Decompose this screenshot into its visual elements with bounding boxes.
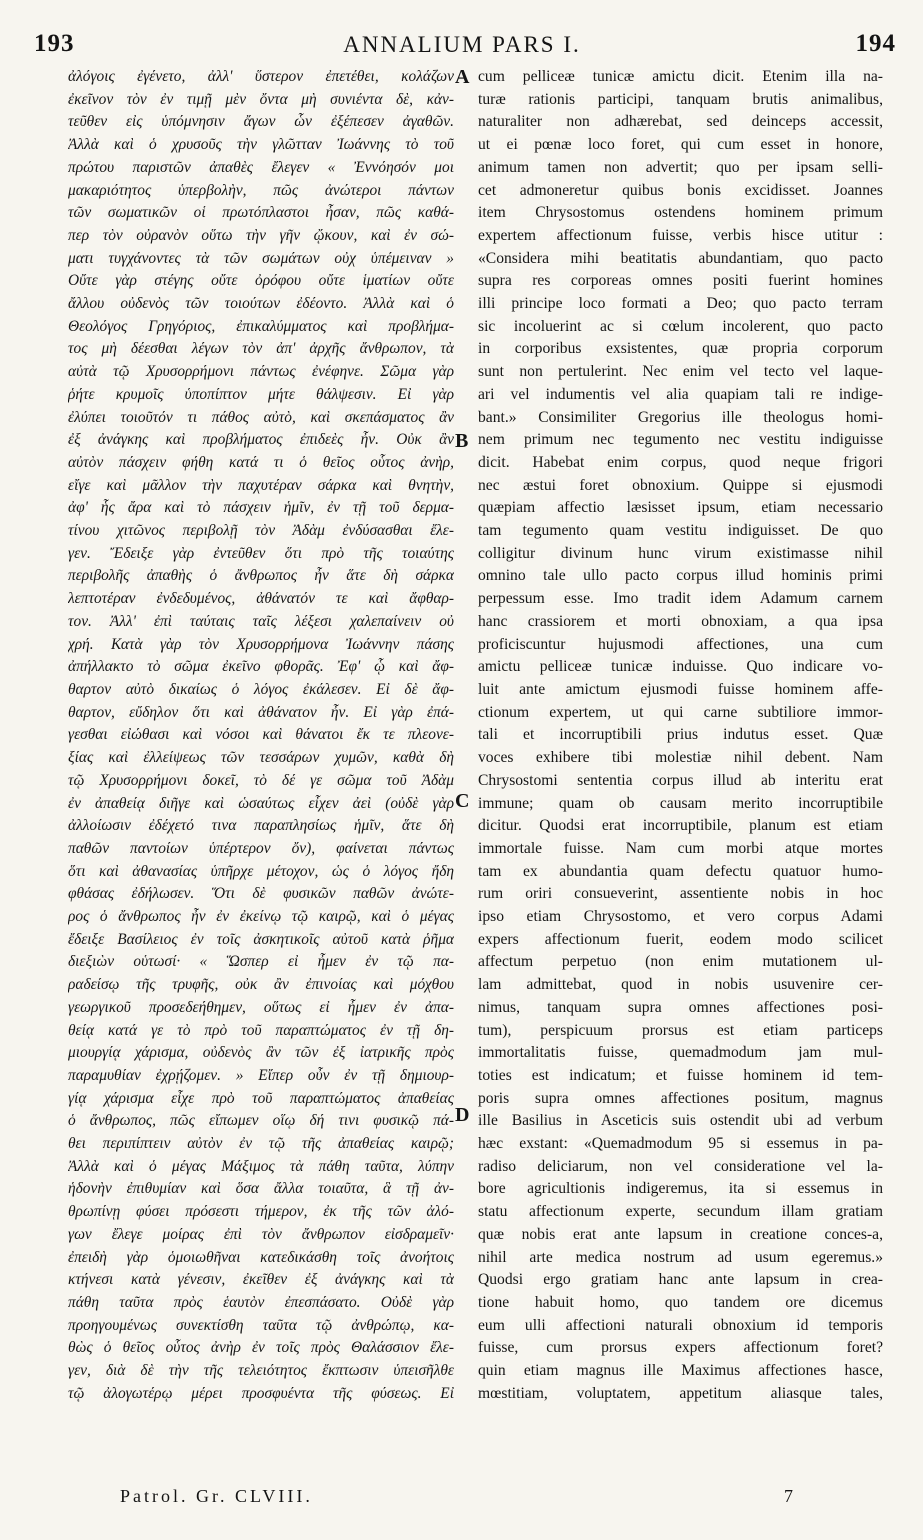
- footer-signature-number: 7: [784, 1486, 793, 1506]
- latin-text-line: «Considera mihi beatitatis abundantiam, quo pacto: [478, 249, 883, 267]
- latin-text-line: colligitur divinum hunc virum existimasse nihil: [478, 544, 883, 562]
- latin-text-line: amictu pelliceæ tunicæ induisse. Quo indicare vo-: [478, 658, 883, 676]
- latin-text-line: Chrysostomi sententia corpus illud ab interitu erat: [478, 771, 883, 789]
- greek-text-line: ἀλόγοις ἐγένετο, ἀλλ' ὕστερον ἐπετέθει, κολάζων: [68, 68, 454, 85]
- page-number-left: 193: [34, 30, 75, 57]
- latin-text-line: tum), perspicuum prorsus est etiam particeps: [478, 1021, 883, 1039]
- margin-marker-c: C: [455, 790, 470, 812]
- greek-text-line: θὼς ὁ θεῖος οὗτος ἀνὴρ ἐν τοῖς πρὸς Θαλάσσιον ἔλε-: [68, 1339, 454, 1357]
- greek-text-line: τίνου χιτῶνος περιβολῇ τὸν Ἀδὰμ ἐνδύσασθαι ἔλε-: [68, 522, 454, 540]
- latin-text-line: cum pelliceæ tunicæ amictu dicit. Etenim illa na-: [478, 68, 883, 85]
- latin-text-line: quin etiam magnus ille Maximus affectiones hasce,: [478, 1362, 883, 1380]
- greek-text-line: ἄλλου οὐδενὸς τῶν τοιούτων ἐδέοντο. Ἀλλὰ καὶ ὁ: [68, 295, 454, 313]
- greek-text-line: ἀλλοίωσιν ἐδέχετό τινα παραπλησίως ἡμῖν, ἅτε δὴ: [68, 817, 454, 835]
- greek-text-line: ἐλύπει τοιοῦτόν τι πάθος αὐτὸ, καὶ σκεπάσματος ἂν: [68, 408, 454, 426]
- greek-text-line: πάθη ταῦτα πρὸς ἑαυτὸν ἐπεσπάσατο. Οὐδὲ γὰρ: [68, 1293, 454, 1311]
- latin-text-line: immortale fuisse. Nam cum morbi atque mortes: [478, 839, 883, 857]
- greek-text-line: αὐτὰ τῷ Χρυσορρήμονι πάντως ἐνέφηνε. Σῶμα γὰρ: [68, 363, 454, 381]
- latin-text-line: expertem affectionum fuisse, verbis hisce utitur :: [478, 226, 883, 244]
- greek-text-line: ρος ὁ ἄνθρωπος ἦν ἐν ἐκείνῳ τῷ καιρῷ, καὶ ὁ μέγας: [68, 908, 454, 926]
- latin-text-line: omnino tale ullo pacto corpus illud hominis primi: [478, 567, 883, 585]
- latin-text-line: radiso deliciarum, non vel consideratione vel la-: [478, 1157, 883, 1175]
- margin-marker-d: D: [455, 1104, 470, 1126]
- greek-text-line: γεν. Ἔδειξε γὰρ ἐντεῦθεν ὅτι πρὸ τῆς τοιαύτης: [68, 544, 454, 562]
- greek-text-line: παραμυθίαν ἐχρῄζομεν. » Εἴπερ οὖν ἐν τῇ δημιουρ-: [68, 1066, 454, 1084]
- latin-text-line: expers affectionum fuerit, eodem modo scilicet: [478, 930, 883, 948]
- greek-text-line: τεῦθεν εἰς ὑπόμνησιν ἄγων ὧν ἐξέπεσεν ἀγαθῶν.: [68, 113, 454, 131]
- latin-text-line: in corporibus exsistentes, quæ propria corporum: [478, 340, 883, 358]
- greek-text-line: θει περιπίπτειν αὐτὸν ἐν τῷ τῆς ἀπαθείας καιρῷ;: [68, 1135, 454, 1153]
- greek-text-line: φθάσας ἐδήλωσεν. Ὅτι δὲ φυσικῶν παθῶν ἀνώτε-: [68, 885, 454, 903]
- latin-text-line: illi principe loco formati a Deo; quo pacto terram: [478, 295, 883, 313]
- latin-column: [478, 66, 883, 1469]
- latin-text-line: dicit. Habebat enim corpus, quod neque frigori: [478, 453, 883, 471]
- greek-text-line: ῥήτε κρυμοῖς ὑποπίπτον μήτε θάλψεσιν. Εἰ γὰρ: [68, 385, 454, 403]
- greek-text-line: γεωργικοῦ προσεδεήθημεν, οὕτως εἰ ἦμεν ἐν ἀπα-: [68, 998, 454, 1016]
- latin-text-line: voces exhibere tibi molestiæ nihil debent. Nam: [478, 749, 883, 767]
- latin-text-line: animum tamen non advertit; quo per ipsam selli-: [478, 158, 883, 176]
- latin-text-line: supra res corporeas omnes positi fuerint homines: [478, 272, 883, 290]
- greek-text-line: ἐπειδὴ γὰρ ὁμοιωθῆναι κατεδικάσθη τοῖς ἀνοήτοις: [68, 1248, 454, 1266]
- latin-text-line: ipso etiam Chrysostomo, et vero corpus Adami: [478, 908, 883, 926]
- greek-text-line: τῷ Χρυσορρήμονι δοκεῖ, τὸ δέ γε σῶμα τοῦ Ἀδὰμ: [68, 771, 454, 789]
- latin-text-line: tam tegumento quam vestitu indiguisset. De quo: [478, 522, 883, 540]
- greek-text-line: Ἀλλὰ καὶ ὁ χρυσοῦς τὴν γλῶτταν Ἰωάννης τὸ τοῦ: [68, 136, 454, 154]
- latin-text-line: hanc crassiorem et morti obnoxiam, a qua ipsa: [478, 612, 883, 630]
- greek-text-line: ξίας καὶ ἐλλείψεως τῶν τεσσάρων χυμῶν, καθὰ δὴ: [68, 749, 454, 767]
- margin-marker-a: A: [455, 66, 470, 88]
- greek-text-line: εἴγε καὶ μᾶλλον τὴν παχυτέραν σάρκα καὶ θνητὴν,: [68, 476, 454, 494]
- greek-text-line: Ἀλλὰ καὶ ὁ μέγας Μάξιμος τὰ πάθη ταῦτα, λύπην: [68, 1157, 454, 1175]
- latin-text-line: nec æstui foret obnoxium. Quippe si ejusmodi: [478, 476, 883, 494]
- latin-text-line: luit ante amictum ejusmodi fuisse hominem affe-: [478, 680, 883, 698]
- greek-text-line: προηγουμένως συνεκτίσθη ταῦτα τῷ ἀνθρώπῳ, κα-: [68, 1316, 454, 1334]
- greek-text-line: πρώτου παριστῶν ἀπαθὲς ἔλεγεν « Ἐννόησόν μοι: [68, 158, 454, 176]
- latin-text-line: Quodsi ergo gratiam hanc ante lapsum in crea-: [478, 1271, 883, 1289]
- latin-text-line: nimus, tanquam supra omnes affectiones posi-: [478, 998, 883, 1016]
- latin-text-line: quæpiam affectio læsisset ipsum, etiam necessario: [478, 499, 883, 517]
- greek-text-line: τῷ ἀλογωτέρῳ μέρει προσφυέντα τῆς φύσεως. Εἰ: [68, 1384, 454, 1402]
- greek-text-line: Οὔτε γὰρ στέγης οὔτε ὀρόφου οὔτε ἱματίων οὔτε: [68, 272, 454, 290]
- latin-text-line: immune; quam ob causam merito incorruptibile: [478, 794, 883, 812]
- page-header: [28, 30, 896, 64]
- greek-text-line: αὐτὸν πάσχειν φήθη κατά τι ὁ θεῖος οὗτος ἀνὴρ,: [68, 453, 454, 471]
- greek-text-line: ἀπήλλακτο τὸ σῶμα ἐκεῖνο φθορᾶς. Ἐφ' ᾧ καὶ ἄφ-: [68, 658, 454, 676]
- greek-text-line: γεν, διὰ δὲ τὴν τῆς τελειότητος ἔκπτωσιν ὑπεισῆλθε: [68, 1362, 454, 1380]
- greek-text-line: μιουργίᾳ χάρισμα, οὐδενὸς ἂν τῶν ἐξ ἰατρικῆς πρὸς: [68, 1044, 454, 1062]
- greek-text-line: θαρτον, εὔδηλον ὅτι καὶ ἀθάνατον ἦν. Εἰ γὰρ ἐπά-: [68, 703, 454, 721]
- greek-text-line: λεπτοτέραν ἐνδεδυμένος, ἀθάνατόν τε καὶ ἄφθαρ-: [68, 590, 454, 608]
- latin-text-line: affectum perpetuo (non enim mutationem ul-: [478, 953, 883, 971]
- greek-text-line: ἔδειξε Βασίλειος ἐν τοῖς ἀσκητικοῖς αὐτοῦ κατὰ ῥῆμα: [68, 930, 454, 948]
- latin-text-line: sunt non pertulerint. Nec enim vel tecto vel laque-: [478, 363, 883, 381]
- greek-text-line: τον. Ἀλλ' ἐπὶ ταύταις ταῖς λέξεσι χαλεπαίνειν οὐ: [68, 612, 454, 630]
- greek-text-line: Θεολόγος Γρηγόριος, ἐπικαλύμματος καὶ προβλήμα-: [68, 317, 454, 335]
- greek-column: [68, 66, 454, 1469]
- latin-text-line: hæc exstant: «Quemadmodum 95 si essemus in pa-: [478, 1135, 883, 1153]
- latin-text-line: sic incoluerint ac si cœlum incolerent, quo pacto: [478, 317, 883, 335]
- greek-text-line: χρή. Κατὰ γὰρ τὸν Χρυσορρήμονα Ἰωάννην πάσης: [68, 635, 454, 653]
- latin-text-line: mœstitiam, voluptatem, appetitum aliasque tales,: [478, 1384, 883, 1402]
- latin-text-line: poris supra omnes affectiones positum, magnus: [478, 1089, 883, 1107]
- latin-text-line: quæ nobis erat ante lapsum in creatione conces-a,: [478, 1225, 883, 1243]
- running-title: ANNALIUM PARS I.: [343, 32, 581, 57]
- greek-text-line: περ τὸν οὐρανὸν οὕτω τὴν γῆν ᾤκουν, καὶ ἐν σώ-: [68, 226, 454, 244]
- greek-text-line: θείᾳ κατά γε τὸ πρὸ τοῦ παραπτώματος ἐν τῇ δη-: [68, 1021, 454, 1039]
- greek-text-line: παθῶν παντοίων ὑπέρτερον ὄν), φαίνεται πάντως: [68, 839, 454, 857]
- greek-text-line: γων ἔλεγε μοίρας ἐπὶ τὸν ἄνθρωπον εἰσδραμεῖν·: [68, 1225, 454, 1243]
- latin-text-line: tali et incorruptibili prius indutus esset. Quæ: [478, 726, 883, 744]
- greek-text-line: περιβολῆς ἀπαθὴς ὁ ἄνθρωπος ἦν ἅτε δὴ σάρκα: [68, 567, 454, 585]
- latin-text-line: nem primum nec tegumento nec vestitu indiguisse: [478, 431, 883, 449]
- latin-text-line: eum ulli affectioni naturali obnoxium id temporis: [478, 1316, 883, 1334]
- latin-text-line: tam ex abundantia quam defectu quatuor humo-: [478, 862, 883, 880]
- latin-text-line: ille Basilius in Asceticis suis ostendit ubi ad verbum: [478, 1112, 883, 1130]
- footer-series-label: Patrol. Gr. CLVIII.: [120, 1486, 313, 1506]
- latin-text-line: perpessum esse. Imo tradit idem Adamum carnem: [478, 590, 883, 608]
- greek-text-line: τος μὴ δέεσθαι λέγων τὸν ἀπ' ἀρχῆς ἄνθρωπον, τὰ: [68, 340, 454, 358]
- latin-text-line: naturaliter non adhærebat, sed deinceps accessit,: [478, 113, 883, 131]
- greek-text-line: διεξιὼν οὑτωσί· « Ὥσπερ εἰ ἦμεν ἐν τῷ πα-: [68, 953, 454, 971]
- latin-text-line: immortalitatis fuisse, quemadmodum jam mul-: [478, 1044, 883, 1062]
- latin-text-line: cet admoneretur quibus bonis excidisset. Joannes: [478, 181, 883, 199]
- latin-text-line: dicitur. Quodsi erat incorruptibile, planum est etiam: [478, 817, 883, 835]
- greek-text-line: τῶν σωματικῶν οἱ πρωτόπλαστοι ἦσαν, πῶς καθά-: [68, 204, 454, 222]
- greek-text-line: ραδείσῳ τῆς τρυφῆς, οὐκ ἂν ἐπινοίας καὶ μόχθου: [68, 976, 454, 994]
- latin-text-line: statu affectionum experte, secundum illam gratiam: [478, 1203, 883, 1221]
- latin-text-line: item Chrysostomus ostendens hominem primum: [478, 204, 883, 222]
- latin-text-line: fuisse, cum prorsus expers affectionum foret?: [478, 1339, 883, 1357]
- latin-text-line: ctionum expertem, ut qui carne subtiliore immor-: [478, 703, 883, 721]
- latin-text-line: bore agricultionis indigeremus, ita si essemus in: [478, 1180, 883, 1198]
- greek-text-line: ὁ ἄνθρωπος, πῶς εἴπωμεν οἵῳ δή τινι φυσικῷ πά-: [68, 1112, 454, 1130]
- latin-text-line: ut ei pœnæ loco foret, qui cum esset in honore,: [478, 136, 883, 154]
- latin-text-line: nihil arte medica nostrum ad usum egeremus.»: [478, 1248, 883, 1266]
- latin-text-line: bant.» Consimiliter Gregorius ille theologus homi-: [478, 408, 883, 426]
- greek-text-line: γεσθαι εἰώθασι καὶ νόσοι καὶ θάνατοι ἔκ τε πλεονε-: [68, 726, 454, 744]
- greek-text-line: θαρτον αὐτὸ δικαίως ὁ λόγος ἐκάλεσεν. Εἰ δὲ ἄφ-: [68, 680, 454, 698]
- latin-text-line: toties est indicatum; et fuisse hominem id tem-: [478, 1066, 883, 1084]
- greek-text-line: ἐν ἀπαθείᾳ διῆγε καὶ ὡσαύτως εἶχεν ἀεὶ (οὐδὲ γὰρ: [68, 794, 454, 812]
- latin-text-line: turæ rationis participi, tanquam brutis animalibus,: [478, 90, 883, 108]
- latin-text-line: rum oriri consueverint, assentiente nobis in hoc: [478, 885, 883, 903]
- latin-text-line: tione habuit homo, quo tandem ore dicemus: [478, 1293, 883, 1311]
- greek-text-line: ἡδονὴν ἐπιθυμίαν καὶ ὅσα ἄλλα τοιαῦτα, ἃ τῇ ἀν-: [68, 1180, 454, 1198]
- greek-text-line: μακαριότητος ὑπερβολὴν, πῶς ἀνώτεροι πάντων: [68, 181, 454, 199]
- latin-text-line: lam admittebat, quod in nobis usuvenire cer-: [478, 976, 883, 994]
- greek-text-line: κτήνεσι κατὰ γένεσιν, ἐκεῖθεν ἐξ ἀνάγκης καὶ τὰ: [68, 1271, 454, 1289]
- greek-text-line: ἀφ' ἧς ἄρα καὶ τὸ πάσχειν ἡμῖν, ἐν τῇ τοῦ δερμα-: [68, 499, 454, 517]
- greek-text-line: θρωπίνῃ φύσει πρόσεστι τήμερον, ἐκ τῆς τῶν ἀλό-: [68, 1203, 454, 1221]
- greek-text-line: ἐκεῖνον τὸν ἐν τιμῇ μὲν ὄντα μὴ συνιέντα δὲ, κἀν-: [68, 90, 454, 108]
- greek-text-line: ὅτι καὶ ἀθανασίας ὑπῆρχε μέτοχον, ὡς ὁ λόγος ἤδη: [68, 862, 454, 880]
- latin-text-line: proficiscuntur hujusmodi affectiones, una cum: [478, 635, 883, 653]
- greek-text-line: ματι τυγχάνοντες τὰ τῶν σωμάτων οὐχ ὑπέμειναν »: [68, 249, 454, 267]
- greek-text-line: γίᾳ χάρισμα εἶχε πρὸ τοῦ παραπτώματος ἀπαθείας: [68, 1089, 454, 1107]
- page-number-right: 194: [855, 30, 896, 57]
- greek-text-line: ἐξ ἀνάγκης καὶ προβλήματος ἐπιδεὲς ἦν. Οὐκ ἂν: [68, 431, 454, 449]
- margin-marker-b: B: [455, 430, 469, 452]
- latin-text-line: ari vel indumentis vel alia quapiam tali re indige-: [478, 385, 883, 403]
